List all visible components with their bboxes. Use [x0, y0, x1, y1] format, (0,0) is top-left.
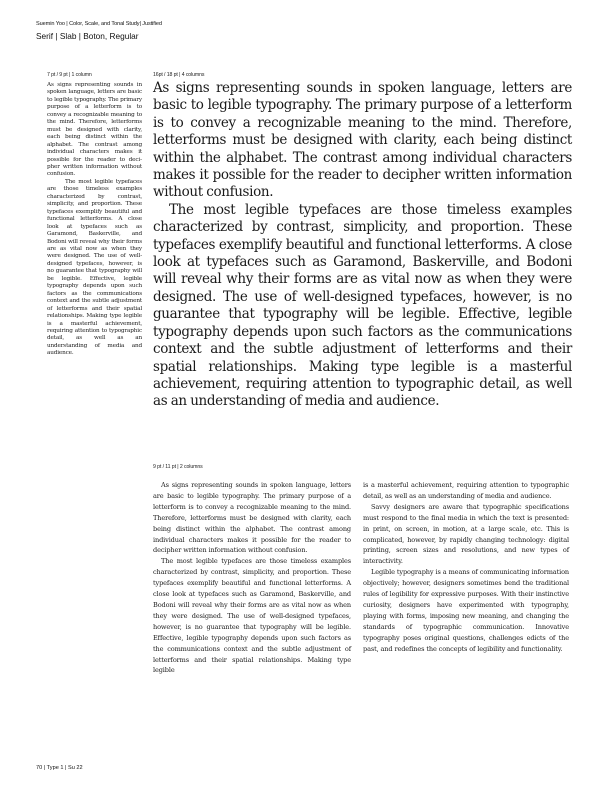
specimen-two-columns-right [363, 480, 569, 655]
paragraph: Savvy designers are aware that typographic specifications must respond to the final media in which the text is presented: in print, on screen, in motion, at a large scale, etc. This is complicated, however, by rapidly changing technology: digital printing, screen sizes and resolutions, and new types of interactivity. [363, 502, 569, 566]
paragraph: The most legible typefaces are those timeless examples characterized by contrast, simplicity, and proportion. These typefaces exemplify beautiful and functional letterforms. A close look at typefaces such as Garamond, Baskerville, and Bodoni will reveal why their forms are as vital now as when they were designed. The use of well-designed typefaces, however, is no guarantee that typography will be legible. Effective, legible typography depends upon such factors as the communications context and the subtle adjustment of letterforms and their spatial relationships. Making type legible [153, 557, 351, 675]
header-meta: Suemin Yoo | Color, Scale, and Tonal Study| Justified [36, 21, 162, 27]
paragraph: As signs representing sounds in spoken language, letters are basic to legible typography. The primary purpose of a letterform is to convey a recognizable meaning to the mind. Therefore, letterforms must be designed with clarity, each being distinct within the alphabet. The contrast among individual characters makes it possible for the reader to decipher written information without confusion. [153, 481, 351, 555]
page-title: Serif | Slab | Boton, Regular [36, 31, 139, 41]
spec-label-four-columns: 16pt / 18 pt | 4 columns [153, 72, 205, 78]
paragraph: The most legible typefaces are those timeless examples characterized by contrast, simplicity, and proportion. These typefaces exemplify beautiful and functional letterforms. A close look at typefaces such as Garamond, Baskerville, and Bodoni will reveal why their forms are as vital now as when they were designed. The use of well-designed typefaces, however, is no guarantee that typography will be legible. Effective, legible typography depends upon such factors as the communications context and the subtle adjustment of letterforms and their spatial relationships. Making type legible is a masterful achievement, requiring attention to typographic detail, as well as an understanding of media and audience. [47, 178, 142, 357]
paragraph: As signs representing sounds in spoken language, letters are basic to legible typography. The primary purpose of a letterform is to convey a recognizable meaning to the mind. Therefore, letterforms must be designed with clarity, each being distinct within the alphabet. The contrast among individual characters makes it possible for the reader to decipher written information without confusion. [153, 80, 572, 201]
paragraph: The most legible typefaces are those timeless examples characterized by contrast, simplicity, and proportion. These typefaces exemplify beautiful and functional letterforms. A close look at typefaces such as Garamond, Baskerville, and Bodoni will reveal why their forms are as vital now as when they were designed. The use of well-designed typefaces, however, is no guarantee that typography will be legible. Effective, legible typography depends upon such factors as the communications context and the subtle adjustment of letterforms and their spatial relationships. Making type legible is a masterful achievement, requiring attention to typographic detail, as well as an understanding of media and audience. [153, 201, 572, 410]
paragraph: As signs representing sounds in spoken language, letters are basic to legible typography. The primary purpose of a letterform is to convey a recognizable meaning to the mind. Therefore, letterforms must be designed with clarity, each being distinct within the alphabet. The contrast among individual characters makes it possible for the reader to decipher written information without confusion. [47, 82, 142, 178]
spec-label-two-columns: 9 pt / 11 pt | 2 columns [153, 464, 203, 470]
paragraph: Legible typography is a means of communicating information objectively; however, designers sometimes bend the traditional rules of legibility for expressive purposes. With their instinctive curiosity, designers have experimented with typography, playing with forms, imposing new meaning, and changing the standards of typographic communication. Innovative typography poses original questions, challenges edicts of the past, and redefines the concepts of legibility and functionality. [363, 568, 569, 653]
page-footer-folio: 70 | Type 1 | Su 22 [36, 765, 83, 771]
paragraph: is a masterful achievement, requiring attention to typographic detail, as well as an understanding of media and audience. [363, 481, 569, 500]
specimen-four-columns [153, 80, 572, 411]
specimen-two-columns-left [153, 480, 351, 676]
spec-label-one-column: 7 pt / 9 pt | 1 column [47, 72, 92, 78]
specimen-one-column [47, 82, 142, 358]
